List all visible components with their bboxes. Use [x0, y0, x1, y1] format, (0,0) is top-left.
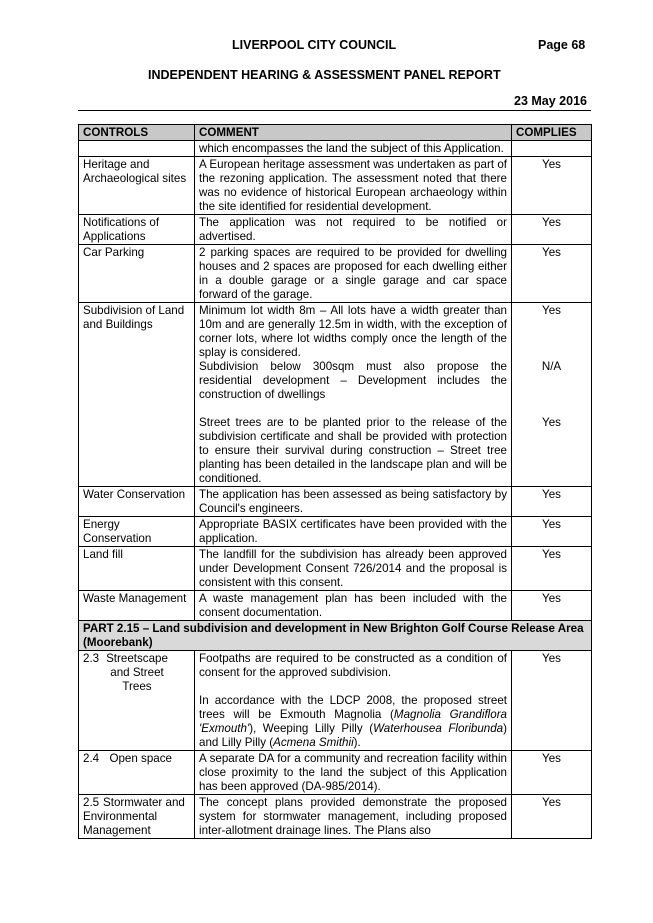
- comment-paragraph: In accordance with the LDCP 2008, the proposed street trees will be Exmouth Magnolia (Magnolia Grandiflora 'Exmouth'), Weeping Lilly Pilly (Waterhousea Floribunda) and Lilly Pilly (Acmena Smithii).: [199, 694, 508, 749]
- comment-paragraph: Street trees are to be planted prior to the release of the subdivision certificate and shall be provided with protection to ensure their survival during construction – Street tree planting has been detailed in the landscape plan and will be conditioned.: [199, 416, 507, 485]
- table-row: [79, 215, 592, 245]
- col-comment: COMMENT: [195, 125, 512, 141]
- report-title: INDEPENDENT HEARING & ASSESSMENT PANEL REPORT: [148, 68, 501, 82]
- complies-cell: [512, 141, 592, 157]
- table-row: [79, 245, 592, 303]
- complies-cell: Yes: [512, 517, 592, 547]
- complies-cell: Yes: [512, 651, 592, 751]
- comment-cell: which encompasses the land the subject of this Application.: [195, 141, 512, 157]
- table-row: [79, 751, 592, 795]
- table-row: [79, 303, 592, 487]
- table-header-row: [79, 125, 592, 141]
- report-date: 23 May 2016: [514, 94, 587, 108]
- control-cell: [79, 141, 195, 157]
- header-rule: [78, 110, 591, 111]
- comment-cell: The landfill for the subdivision has already been approved under Development Consent 726/2014 and the proposal is consistent with this consent.: [195, 547, 512, 591]
- table-row: [79, 651, 592, 751]
- control-number: 2.3: [83, 652, 100, 665]
- control-number: 2.4: [83, 752, 100, 765]
- control-cell: Car Parking: [79, 245, 195, 303]
- page-number: Page 68: [538, 38, 586, 52]
- control-cell: Notifications of Applications: [79, 215, 195, 245]
- comment-cell: 2 parking spaces are required to be provided for dwelling houses and 2 spaces are proposed for each dwelling either in a double garage or a single garage and car space forward of the garage.: [195, 245, 512, 303]
- table-row: [79, 547, 592, 591]
- controls-table: [78, 124, 592, 839]
- table-row: [79, 157, 592, 215]
- comment-cell: [195, 303, 512, 487]
- table-row: [79, 517, 592, 547]
- control-cell: Water Conservation: [79, 487, 195, 517]
- complies-cell: Yes: [512, 751, 592, 795]
- complies-value: Yes: [542, 304, 561, 317]
- control-cell: Subdivision of Land and Buildings: [79, 303, 195, 487]
- control-cell: Waste Management: [79, 591, 195, 621]
- control-label: Stormwater and Environmental Management: [83, 796, 185, 837]
- complies-cell: Yes: [512, 547, 592, 591]
- complies-cell: Yes: [512, 487, 592, 517]
- control-cell: [79, 751, 195, 795]
- comment-cell: [195, 651, 512, 751]
- control-cell: Land fill: [79, 547, 195, 591]
- comment-paragraph: Subdivision below 300sqm must also propose the residential development – Development includes the construction of dwellings: [199, 360, 507, 401]
- col-complies: COMPLIES: [512, 125, 592, 141]
- control-cell: Heritage and Archaeological sites: [79, 157, 195, 215]
- part-heading: PART 2.15 – Land subdivision and development in New Brighton Golf Course Release Area (Moorebank): [79, 621, 592, 651]
- control-label: Streetscape and Street Trees: [106, 652, 168, 693]
- table-row: [79, 795, 592, 839]
- complies-cell: Yes: [512, 157, 592, 215]
- complies-value: N/A: [541, 360, 562, 373]
- control-cell: [79, 795, 195, 839]
- complies-cell: [512, 303, 592, 487]
- control-cell: [79, 651, 195, 751]
- table-row: [79, 487, 592, 517]
- table-row: [79, 141, 592, 157]
- complies-value: Yes: [542, 416, 561, 429]
- comment-cell: Appropriate BASIX certificates have been provided with the application.: [195, 517, 512, 547]
- comment-cell: A European heritage assessment was undertaken as part of the rezoning application. The assessment noted that there was no evidence of historical European archaeology within the site identified for residential development.: [195, 157, 512, 215]
- control-cell: Energy Conservation: [79, 517, 195, 547]
- comment-cell: A separate DA for a community and recreation facility within close proximity to the land the subject of this Application has been approved (DA-985/2014).: [195, 751, 512, 795]
- complies-cell: Yes: [512, 245, 592, 303]
- col-controls: CONTROLS: [79, 125, 195, 141]
- control-label: Open space: [109, 752, 172, 765]
- control-number: 2.5: [83, 796, 100, 809]
- comment-cell: A waste management plan has been included with the consent documentation.: [195, 591, 512, 621]
- comment-cell: The concept plans provided demonstrate the proposed system for stormwater management, including proposed inter-allotment drainage lines. The Plans also: [195, 795, 512, 839]
- comment-cell: The application has been assessed as being satisfactory by Council's engineers.: [195, 487, 512, 517]
- complies-cell: Yes: [512, 215, 592, 245]
- complies-cell: Yes: [512, 795, 592, 839]
- comment-paragraph: Minimum lot width 8m – All lots have a width greater than 10m and are generally 12.5m in width, with the exception of corner lots, where lot widths comply once the length of the splay is considered.: [199, 304, 507, 359]
- table-row: [79, 591, 592, 621]
- comment-paragraph: Footpaths are required to be constructed as a condition of consent for the approved subdivision.: [199, 652, 507, 679]
- comment-cell: The application was not required to be notified or advertised.: [195, 215, 512, 245]
- complies-cell: Yes: [512, 591, 592, 621]
- part-heading-row: [79, 621, 592, 651]
- council-name: LIVERPOOL CITY COUNCIL: [232, 38, 397, 52]
